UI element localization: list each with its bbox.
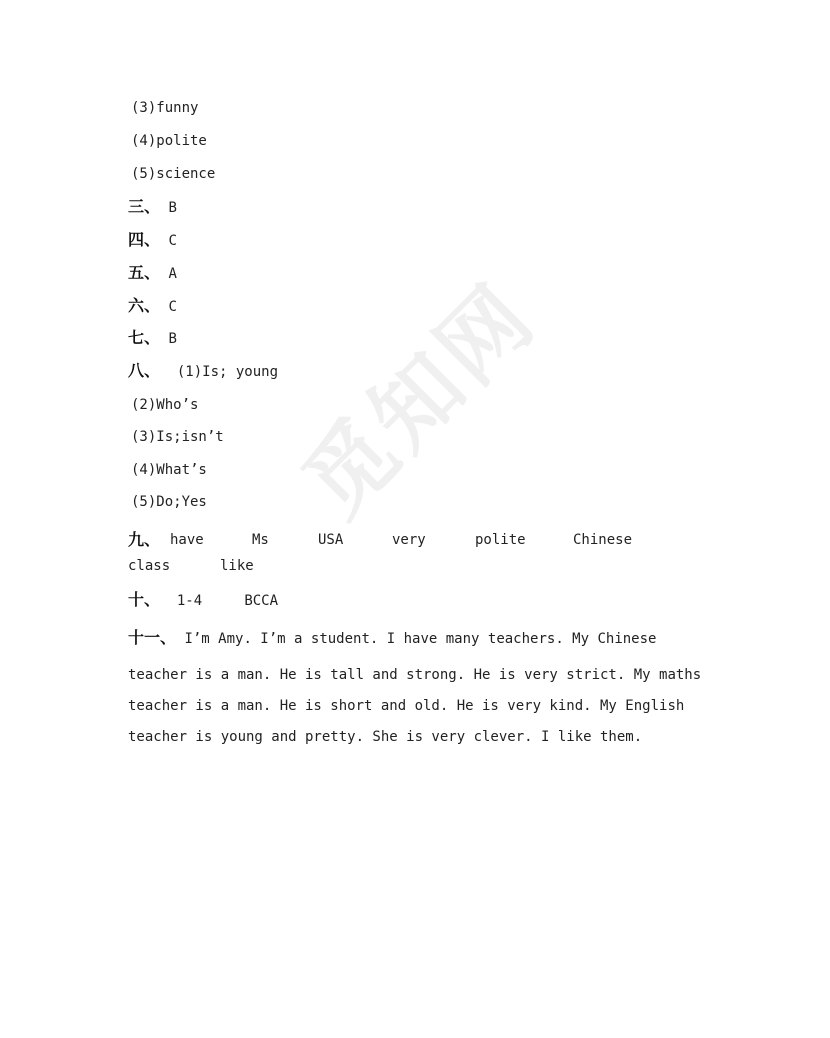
answer-text: (3)funny bbox=[131, 100, 199, 116]
answer-line bbox=[131, 460, 207, 480]
paragraph-line: teacher is young and pretty. She is very clever. I like them. bbox=[128, 729, 643, 745]
answer-line bbox=[128, 361, 278, 382]
answer-text: B bbox=[168, 200, 177, 216]
section-number: 八、 bbox=[128, 361, 161, 380]
answer-text: (5)Do;Yes bbox=[131, 494, 207, 510]
paragraph-line: teacher is a man. He is short and old. He is very kind. My English bbox=[128, 698, 685, 714]
answer-text: (3)Is;isn’t bbox=[131, 429, 224, 445]
answer-text: A bbox=[168, 266, 177, 282]
paragraph-text: I’m Amy. I’m a student. I have many teachers. My Chinese bbox=[184, 631, 657, 647]
answer-line bbox=[128, 230, 177, 251]
word-item: very bbox=[392, 532, 426, 548]
section-number: 十一、 bbox=[128, 628, 177, 647]
section-11-paragraph bbox=[128, 628, 713, 758]
answer-text: C bbox=[168, 233, 177, 249]
question-range: 1-4 bbox=[176, 593, 203, 609]
answer-text: (1)Is; young bbox=[176, 364, 279, 380]
word-item: polite bbox=[475, 532, 526, 548]
section-number: 五、 bbox=[128, 263, 161, 282]
section-number: 六、 bbox=[128, 296, 161, 315]
answer-line bbox=[131, 395, 198, 415]
word-item: like bbox=[220, 558, 254, 574]
section-9-words bbox=[128, 530, 688, 578]
answer-line bbox=[131, 427, 224, 447]
section-number: 十、 bbox=[128, 590, 161, 609]
section-number: 七、 bbox=[128, 328, 161, 347]
answer-text: (5)science bbox=[131, 166, 216, 182]
answer-line bbox=[131, 164, 215, 184]
word-item: Chinese bbox=[573, 532, 633, 548]
paragraph-line: teacher is a man. He is tall and strong. He is very strict. My maths bbox=[128, 667, 702, 683]
answer-text: C bbox=[168, 299, 177, 315]
answer-text: BCCA bbox=[244, 593, 279, 609]
word-item: Ms bbox=[252, 532, 269, 548]
answer-line bbox=[128, 328, 177, 349]
answer-text: (4)What’s bbox=[131, 462, 207, 478]
word-item: have bbox=[170, 532, 204, 548]
answer-line bbox=[131, 492, 207, 512]
paragraph-line bbox=[128, 628, 656, 649]
section-10-line bbox=[128, 590, 278, 611]
section-number: 四、 bbox=[128, 230, 161, 249]
answer-line bbox=[128, 296, 177, 317]
answer-line bbox=[128, 263, 177, 284]
section-number: 三、 bbox=[128, 197, 161, 216]
answer-text: (4)polite bbox=[131, 133, 207, 149]
section-number: 九、 bbox=[128, 530, 161, 549]
word-item: USA bbox=[318, 532, 344, 548]
answer-line bbox=[131, 98, 198, 118]
answer-text: (2)Who’s bbox=[131, 397, 199, 413]
answer-line bbox=[128, 197, 177, 218]
answer-line bbox=[131, 131, 207, 151]
answer-text: B bbox=[168, 331, 177, 347]
word-item: class bbox=[128, 558, 171, 574]
watermark: 觅知网 bbox=[283, 263, 556, 536]
